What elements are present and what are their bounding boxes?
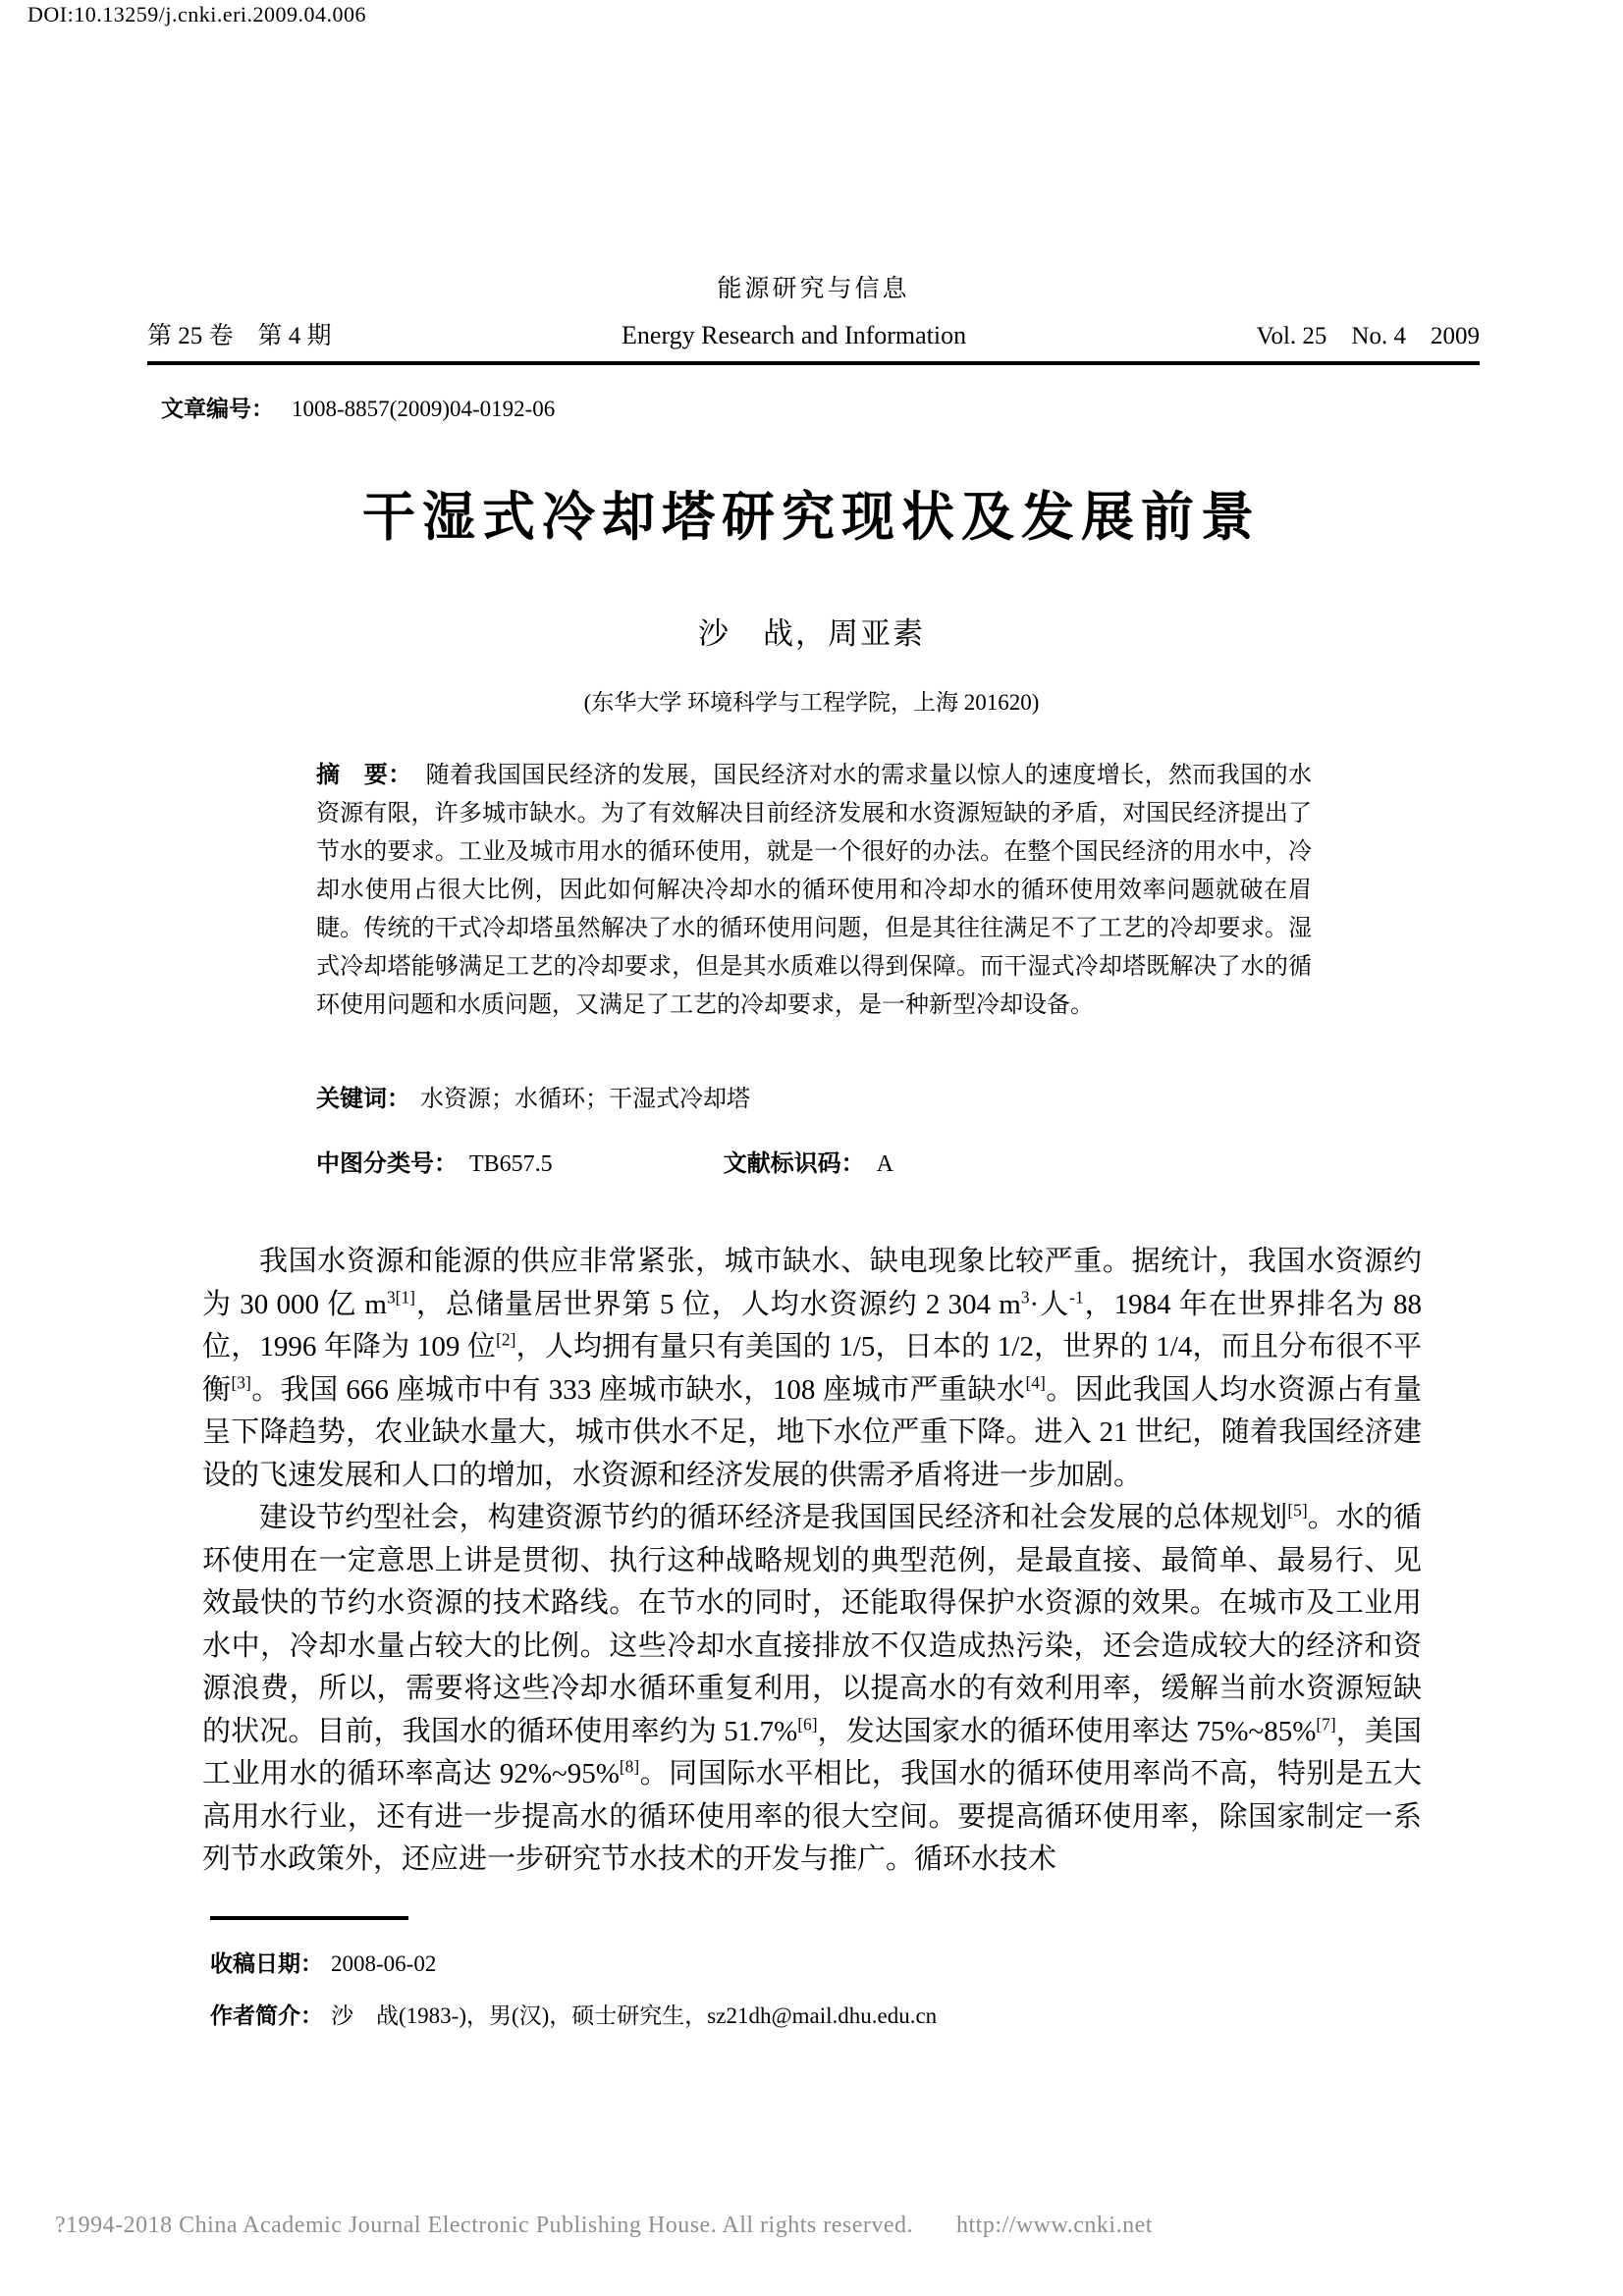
received-date-line [210,1938,937,1990]
clc-value: TB657.5 [469,1151,553,1177]
received-date-label: 收稿日期： [210,1950,323,1976]
abstract-text: 随着我国国民经济的发展，国民经济对水的需求量以惊人的速度增长，然而我国的水资源有限，许多城市缺水。为了有效解决目前经济发展和水资源短缺的矛盾，对国民经济提出了节水的要求。工业及城市用水的循环使用，就是一个很好的办法。在整个国民经济的用水中，冷却水使用占很大比例，因此如何解决冷却水的循环使用和冷却水的循环使用效率问题就破在眉睫。传统的干式冷却塔虽然解决了水的循环使用问题，但是其往往满足不了工艺的冷却要求。湿式冷却塔能够满足工艺的冷却要求，但是其水质难以得到保障。而干湿式冷却塔既解决了水的循环使用问题和水质问题，又满足了工艺的冷却要求，是一种新型冷却设备。 [316,763,1313,1018]
body-paragraph: 建设节约型社会，构建资源节约的循环经济是我国国民经济和社会发展的总体规划[5]。水的循环使用在一定意思上讲是贯彻、执行这种战略规划的典型范例，是最直接、最简单、最易行、见效最快的节约水资源的技术路线。在节水的同时，还能取得保护水资源的效果。在城市及工业用水中，冷却水量占较大的比例。这些冷却水直接排放不仅造成热污染，还会造成较大的经济和资源浪费，所以，需要将这些冷却水循环重复利用，以提高水的有效利用率，缓解当前水资源短缺的状况。目前，我国水的循环使用率约为 51.7%[6]，发达国家水的循环使用率达 75%~85%[7]，美国工业用水的循环率高达 92%~95%[8]。同国际水平相比，我国水的循环使用率尚不高，特别是五大高用水行业，还有进一步提高水的循环使用率的很大空间。要提高循环使用率，除国家制定一系列节水政策外，还应进一步研究节水技术的开发与推广。循环水技术 [202,1500,1422,1875]
doc-code-label: 文献标识码： [723,1150,865,1177]
clc-group [316,1151,559,1177]
footnotes [210,1938,937,2042]
doc-code-value: A [876,1151,894,1177]
authors: 沙 战，周亚素 [698,616,925,651]
received-date-value: 2008-06-02 [331,1951,437,1976]
keywords-line [316,1079,750,1113]
classification-line [316,1144,893,1178]
keywords-label: 关键词： [316,1086,410,1112]
doc-code-group [724,1151,893,1177]
article-number-line [161,391,555,423]
body-text [202,1241,1422,1882]
volume-issue-en: Vol. 25 No. 4 2009 [1256,323,1480,349]
journal-header-row [147,316,1480,351]
article-number-label: 文章编号： [161,396,274,421]
footnote-divider [210,1916,408,1920]
body-paragraph: 我国水资源和能源的供应非常紧张，城市缺水、缺电现象比较严重。据统计，我国水资源约为 30 000 亿 $m^{3[1]}$，总储量居世界第 5 位，人均水资源约 2 304 $m^3\cdot$人$^{-1}$，1984 年在世界排名为 88 位，1996 年降为 109 位[2]，人均拥有量只有美国的 1/5，日本的 1/2，世界的 1/4，而且分布很不平衡[3]。我国 666 座城市中有 333 座城市缺水，108 座城市严重缺水[4]。因此我国人均水资源占有量呈下降趋势，农业缺水量大，城市供水不足，地下水位严重下降。进入 21 世纪，随着我国经济建设的飞速发展和人口的增加，水资源和经济发展的供需矛盾将进一步加剧。 [202,1246,1422,1491]
author-bio-value: 沙 战(1983-)，男(汉)，硕士研究生，sz21dh@mail.dhu.edu.cn [331,2003,938,2028]
author-bio-label: 作者简介： [210,2002,323,2028]
clc-label: 中图分类号： [316,1150,458,1177]
journal-header [147,269,1480,365]
copyright-text: ?1994-2018 China Academic Journal Electronic Publishing House. All rights reserved. [55,2213,913,2238]
doi-text: DOI:10.13259/j.cnki.eri.2009.04.006 [27,2,367,27]
journal-title-cn: 能源研究与信息 [717,276,910,302]
paper-title: 干湿式冷却塔研究现状及发展前景 [362,488,1261,547]
affiliation: (东华大学 环境科学与工程学院，上海 201620) [583,690,1040,715]
author-bio-line [210,1990,937,2042]
abstract [316,756,1312,1025]
article-number-value: 1008-8857(2009)04-0192-06 [292,397,556,421]
abstract-label: 摘 要： [316,762,412,788]
publisher-footer [55,2213,1153,2239]
journal-title-en: Energy Research and Information [622,321,967,349]
cnki-url: http://www.cnki.net [956,2213,1153,2238]
volume-issue-cn: 第 25 卷 第 4 期 [147,323,332,349]
keywords-text: 水资源；水循环；干湿式冷却塔 [420,1087,750,1112]
